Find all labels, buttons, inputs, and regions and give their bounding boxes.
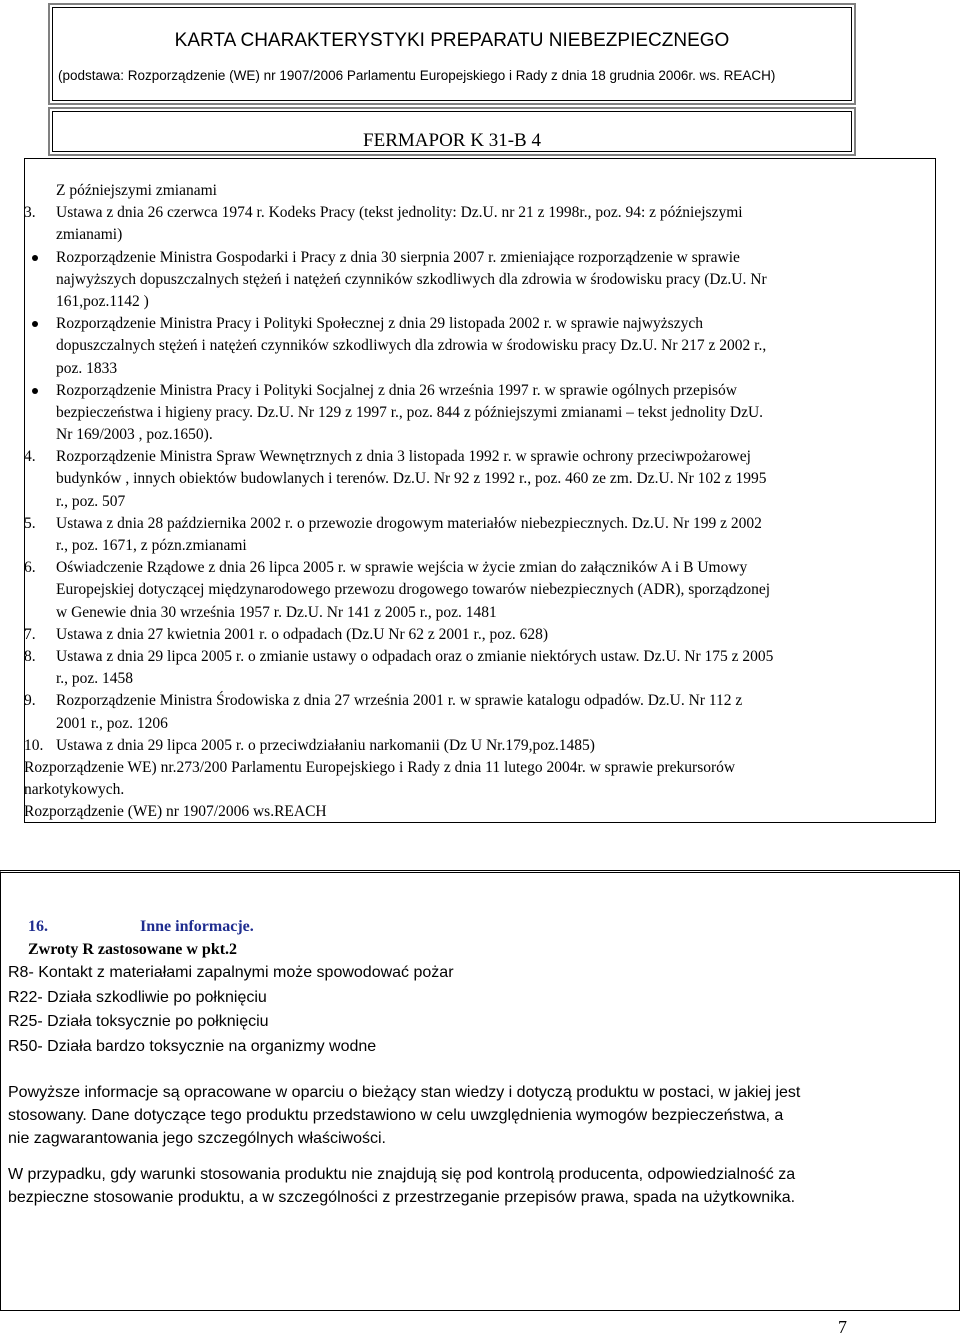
product-name: FERMAPOR K 31-B 4 [363,130,541,151]
legal-line: Ustawa z dnia 27 kwietnia 2001 r. o odpadach (Dz.U Nr 62 z 2001 r., poz. 628) [56,625,549,643]
legal-line: Rozporządzenie Ministra Spraw Wewnętrznych z dnia 3 listopada 1992 r. w sprawie ochrony przeciwpożarowej [56,448,751,466]
item-number: 4. [24,448,36,466]
list-item [24,446,944,468]
legal-line: Rozporządzenie Ministra Gospodarki i Pracy z dnia 30 sierpnia 2007 r. zmieniające rozporządzenie w sprawie [56,248,740,266]
item-number: 7. [24,625,36,643]
r-phrases-heading: Zwroty R zastosowane w pkt.2 [28,941,238,958]
legal-line: Rozporządzenie (WE) nr 1907/2006 ws.REACH [24,803,327,821]
legal-line: r., poz. 1458 [56,670,134,688]
document-subtitle: (podstawa: Rozporządzenie (WE) nr 1907/2006 Parlamentu Europejskiego i Rady z dnia 18 grudnia 2006r. ws. REACH) [58,68,776,83]
paragraph-line: W przypadku, gdy warunki stosowania produktu nie znajdują się pod kontrolą producenta, odpowiedzialność za [8,1166,796,1183]
r-phrase: R50- Działa bardzo toksycznie na organizmy wodne [8,1037,377,1055]
item-number: 5. [24,514,36,532]
legal-line: Z późniejszymi zmianami [56,182,217,199]
legal-line: dopuszczalnych stężeń i natężeń czynników szkodliwych dla zdrowia w środowisku pracy Dz.U. Nr 217 z 2002 r., [56,337,767,355]
legal-line: Rozporządzenie WE) nr.273/200 Parlamentu Europejskiego i Rady z dnia 11 lutego 2004r. w sprawie prekursorów [24,758,736,776]
bullet-icon [32,255,38,261]
responsibility-paragraph [8,1163,952,1209]
r-phrase: R8- Kontakt z materiałami zapalnymi może spowodować pożar [8,964,454,981]
legal-line: Ustawa z dnia 29 lipca 2005 r. o przeciwdziałaniu narkomanii (Dz U Nr.179,poz.1485) [56,736,595,754]
legal-line: w Genewie dnia 30 września 1957 r. Dz.U. Nr 141 z 2005 r., poz. 1481 [56,603,497,621]
paragraph-line: bezpieczne stosowanie produktu, a w szczególności z przestrzeganie przepisów prawa, spada na użytkownika. [8,1189,796,1206]
legal-line: 2001 r., poz. 1206 [56,714,168,732]
list-item [24,202,944,224]
r-phrases-list [8,961,454,1059]
product-name-box [48,107,856,156]
disclaimer-paragraph [8,1081,952,1150]
legal-line: najwyższych dopuszczalnych stężeń i natężeń czynników szkodliwych dla zdrowia w środowisku pracy (Dz.U. Nr [56,270,767,288]
section-16-heading [28,918,254,936]
legal-line: poz. 1833 [56,359,118,377]
section-title: Inne informacje. [140,918,254,935]
r-phrase: R25- Działa toksycznie po połknięciu [8,1013,269,1030]
list-item [24,557,944,579]
document-header-box [48,3,856,105]
item-number: 10. [24,736,44,754]
legal-line: r., poz. 507 [56,492,126,510]
list-item [24,624,944,646]
section-number: 16. [28,918,48,935]
paragraph-line: stosowany. Dane dotyczące tego produktu przedstawiono w celu uwzględnienia wymogów bezpieczeństwa, a [8,1107,784,1124]
legal-line: narkotykowych. [24,781,125,799]
list-item [24,313,944,335]
legal-line: Ustawa z dnia 28 października 2002 r. o przewozie drogowym materiałów niebezpiecznych. Dz.U. Nr 199 z 2002 [56,514,762,532]
item-number: 8. [24,647,36,665]
legal-line: 161,poz.1142 ) [56,292,149,310]
bullet-icon [32,321,38,327]
list-item [24,247,944,269]
paragraph-line: nie zagwarantowania jego szczególnych właściwości. [8,1130,386,1147]
page-number: 7 [838,1317,847,1337]
legal-line: Rozporządzenie Ministra Pracy i Polityki Socjalnej z dnia 26 września 1997 r. w sprawie ogólnych przepisów [56,381,737,399]
legal-line: budynków , innych obiektów budowlanych i terenów. Dz.U. Nr 92 z 1992 r., poz. 460 ze zm. Dz.U. Nr 102 z 1995 [56,470,767,488]
list-item [24,646,944,668]
bullet-icon [32,388,38,394]
list-item [24,735,944,757]
list-item [24,513,944,535]
item-number: 3. [24,204,36,222]
document-title: KARTA CHARAKTERYSTYKI PREPARATU NIEBEZPIECZNEGO [174,30,730,51]
legal-line: Ustawa z dnia 26 czerwca 1974 r. Kodeks Pracy (tekst jednolity: Dz.U. nr 21 z 1998r., poz. 94: z późniejszymi [56,204,743,222]
legal-line: Rozporządzenie Ministra Środowiska z dnia 27 września 2001 r. w sprawie katalogu odpadów. Dz.U. Nr 112 z [56,692,743,710]
legal-line: Ustawa z dnia 29 lipca 2005 r. o zmianie ustawy o odpadach oraz o zmianie niektórych ustaw. Dz.U. Nr 175 z 2005 [56,647,774,665]
legal-line: Europejskiej dotyczącej międzynarodowego przewozu drogowego towarów niebezpiecznych (ADR), sporządzonej [56,581,771,599]
item-number: 6. [24,559,36,577]
item-number: 9. [24,692,36,710]
legal-line: r., poz. 1671, z pózn.zmianami [56,537,247,554]
legal-line: bezpieczeństwa i higieny pracy. Dz.U. Nr 129 z 1997 r., poz. 844 z późniejszymi zmianami – tekst jednolity DzU. [56,403,764,421]
header-inner-border [52,7,852,101]
list-item [24,690,944,712]
legal-line: Oświadczenie Rządowe z dnia 26 lipca 2005 r. w sprawie wejścia w życie zmian do załączników A i B Umowy [56,559,748,577]
list-item [24,380,944,402]
legal-line: zmianami) [56,226,123,244]
legal-basis-list [24,180,944,823]
r-phrase: R22- Działa szkodliwie po połknięciu [8,988,267,1006]
legal-line: Nr 169/2003 , poz.1650). [56,426,213,444]
legal-line: Rozporządzenie Ministra Pracy i Polityki Społecznej z dnia 29 listopada 2002 r. w sprawie najwyższych [56,315,703,333]
paragraph-line: Powyższe informacje są opracowane w oparciu o bieżący stan wiedzy i dotyczą produktu w postaci, w jakiej jest [8,1084,801,1101]
